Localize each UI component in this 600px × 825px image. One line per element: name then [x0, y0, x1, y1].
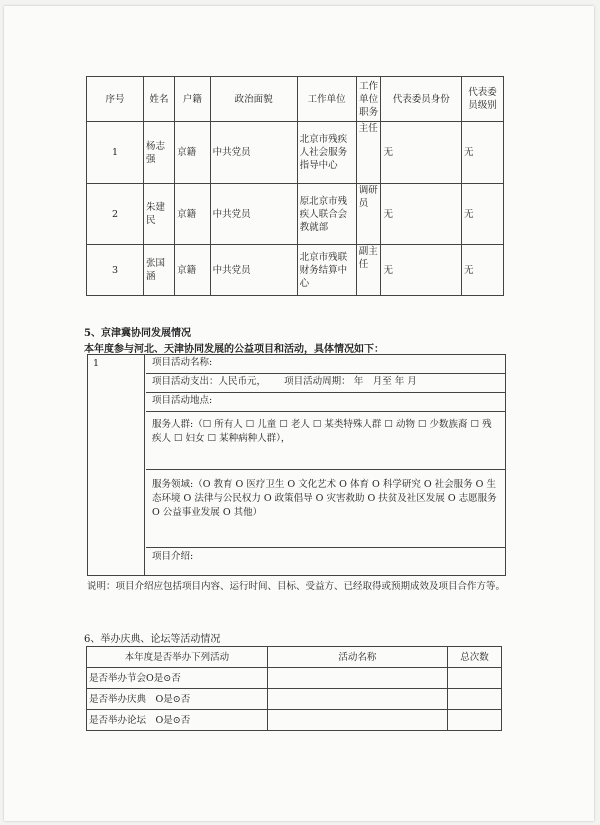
section5-note: 说明：项目介绍应包括项目内容、运行时间、目标、受益方、已经取得或预期成效及项目合作方等。 — [87, 581, 506, 592]
activity-question[interactable]: 是否举办论坛 O是⊙否 — [87, 710, 268, 731]
cell: 中共党员 — [210, 122, 297, 184]
cell: 京籍 — [175, 245, 210, 296]
service-field-row[interactable] — [146, 470, 505, 548]
activity-count-cell[interactable] — [448, 689, 502, 710]
cell: 无 — [462, 122, 504, 184]
activity-name-cell[interactable] — [267, 689, 447, 710]
cell: 无 — [381, 122, 462, 184]
header-cell: 工作单位 — [297, 77, 356, 122]
cell: 主任 — [356, 122, 381, 184]
header-cell: 姓名 — [143, 77, 174, 122]
table-row — [87, 245, 504, 296]
table-row — [87, 710, 502, 731]
table-header-row — [87, 647, 502, 668]
cell: 无 — [462, 245, 504, 296]
cell: 张国涵 — [143, 245, 174, 296]
section5-intro: 本年度参与河北、天津协同发展的公益项目和活动，具体情况如下： — [84, 344, 384, 355]
cell: 中共党员 — [210, 184, 297, 245]
activity-count-cell[interactable] — [448, 710, 502, 731]
cell: 原北京市残疾人联合会教就部 — [297, 184, 356, 245]
cell: 3 — [87, 245, 144, 296]
table-row — [87, 689, 502, 710]
activity-name-cell[interactable] — [267, 668, 447, 689]
project-period-value: 年 月至 年 月 — [353, 376, 417, 387]
cell: 中共党员 — [210, 245, 297, 296]
cell: 无 — [462, 184, 504, 245]
cell: 无 — [381, 245, 462, 296]
project-expense-row[interactable] — [146, 374, 505, 393]
table-row — [87, 122, 504, 184]
service-people-text: 服务人群:（☐ 所有人 ☐ 儿童 ☐ 老人 ☐ 某类特殊人群 ☐ 动物 ☐ 少数族裔 ☐ 残疾人 ☐ 妇女 ☐ 某种病种人群）， — [152, 419, 492, 444]
header-cell: 工作单位职务 — [356, 77, 381, 122]
header-cell: 活动名称 — [267, 647, 447, 668]
cell: 京籍 — [175, 184, 210, 245]
activity-question[interactable]: 是否举办庆典 O是⊙否 — [87, 689, 268, 710]
project-location-label: 项目活动地点: — [152, 395, 213, 406]
project-name-label: 项目活动名称: — [152, 357, 213, 368]
header-cell: 代表委员级别 — [462, 77, 504, 122]
cell: 京籍 — [175, 122, 210, 184]
project-box — [87, 354, 506, 576]
service-people-row[interactable] — [146, 412, 505, 470]
header-cell: 本年度是否举办下列活动 — [87, 647, 268, 668]
cell: 朱建民 — [143, 184, 174, 245]
representatives-table — [86, 76, 504, 296]
header-cell: 序号 — [87, 77, 144, 122]
activity-name-cell[interactable] — [267, 710, 447, 731]
header-cell: 总次数 — [448, 647, 502, 668]
header-cell: 户籍 — [175, 77, 210, 122]
project-location-row[interactable] — [146, 393, 505, 412]
activity-question[interactable]: 是否举办节会O是⊙否 — [87, 668, 268, 689]
cell: 2 — [87, 184, 144, 245]
table-row — [87, 184, 504, 245]
cell: 无 — [381, 184, 462, 245]
cell: 调研员 — [356, 184, 381, 245]
project-expense-label: 项目活动支出：人民币元， — [152, 376, 267, 387]
project-name-row[interactable] — [146, 355, 505, 374]
service-field-text: 服务领域:（O 教育 O 医疗卫生 O 文化艺术 O 体育 O 科学研究 O 社会服务 O 生态环境 O 法律与公民权力 O 政策倡导 O 灾害救助 O 扶贫及社区发展 O 志愿服务 O 公益事业发展 O 其他） — [152, 479, 497, 518]
project-period-label: 项目活动周期： — [284, 376, 351, 387]
activity-count-cell[interactable] — [448, 668, 502, 689]
header-cell: 代表委员身份 — [381, 77, 462, 122]
table-row — [87, 668, 502, 689]
cell: 1 — [87, 122, 144, 184]
project-number: 1 — [88, 355, 145, 575]
section6-title: 6、举办庆典、论坛等活动情况 — [84, 634, 221, 645]
cell: 杨志强 — [143, 122, 174, 184]
cell: 副主任 — [356, 245, 381, 296]
section5-title: 5、京津冀协同发展情况 — [84, 328, 191, 339]
document-page — [4, 6, 594, 821]
activities-table — [86, 646, 502, 731]
table-header-row — [87, 77, 504, 122]
cell: 北京市残疾人社会服务指导中心 — [297, 122, 356, 184]
project-intro-row[interactable] — [146, 548, 505, 575]
cell: 北京市残联财务结算中心 — [297, 245, 356, 296]
header-cell: 政治面貌 — [210, 77, 297, 122]
project-intro-label: 项目介绍: — [152, 551, 194, 562]
